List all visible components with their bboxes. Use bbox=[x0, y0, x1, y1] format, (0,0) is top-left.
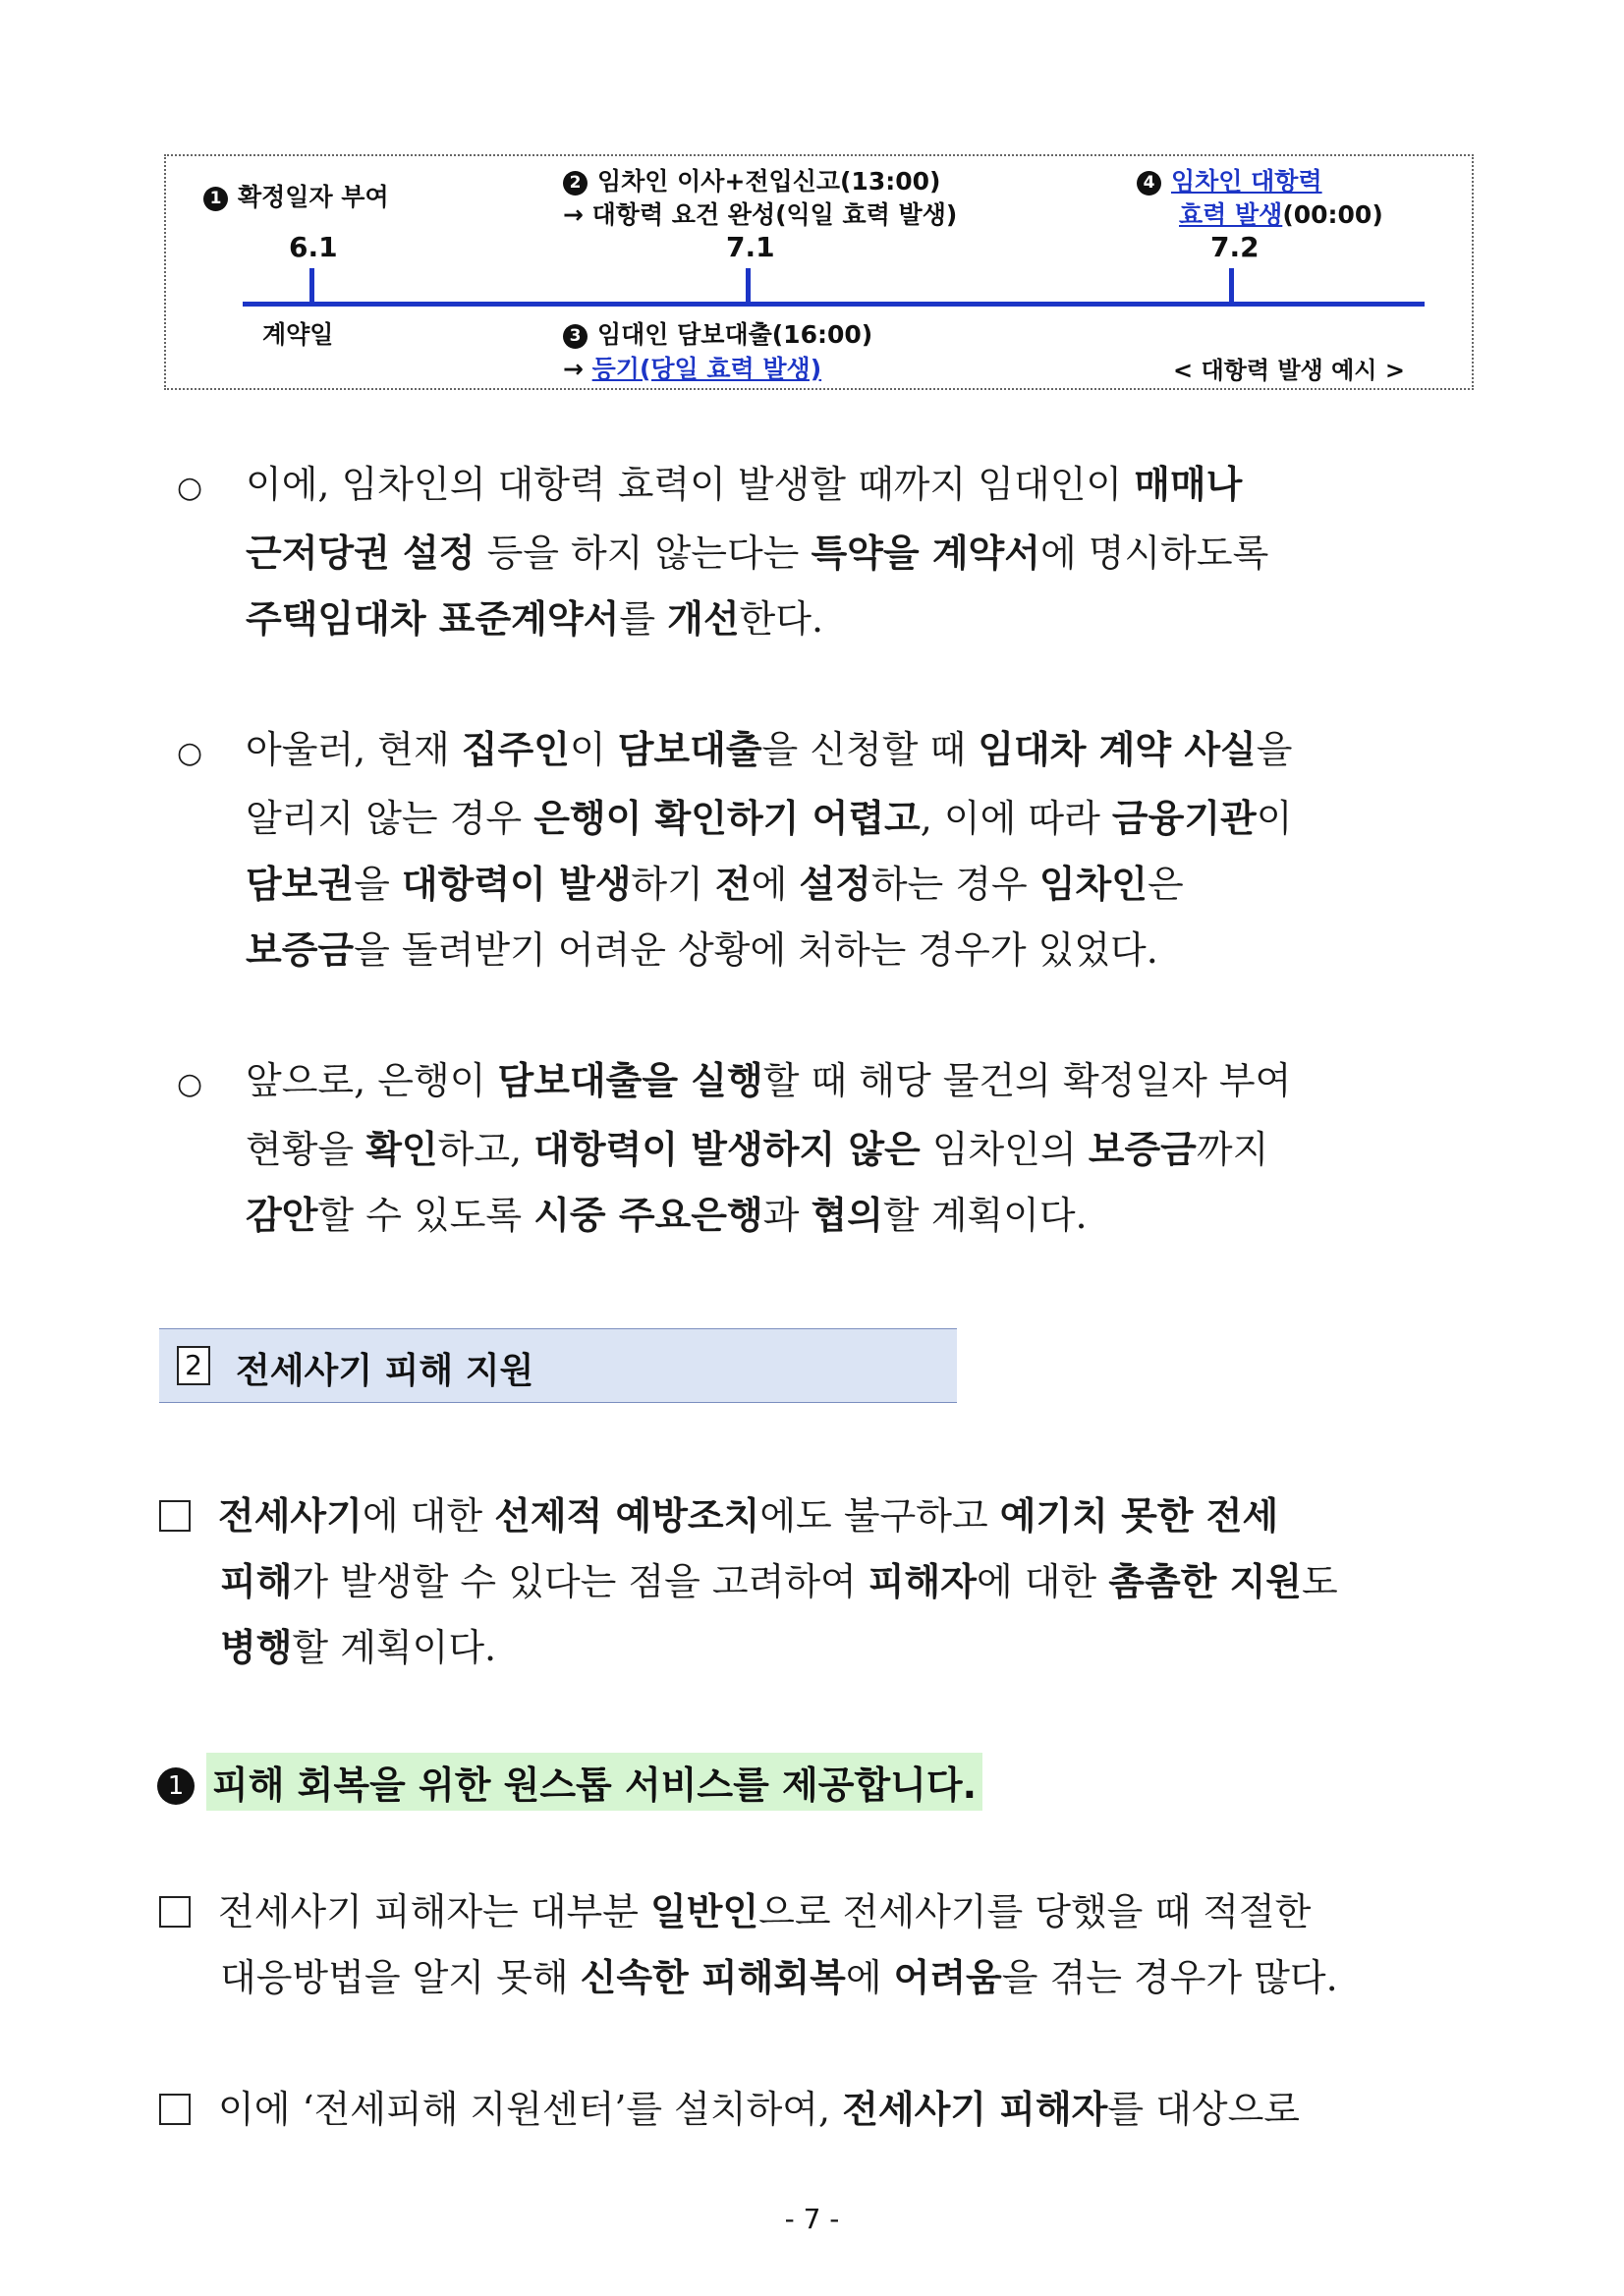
text: 할 때 해당 물건의 확정일자 부여 bbox=[762, 1059, 1292, 1102]
paragraph-1 bbox=[177, 452, 1484, 652]
text: 에 bbox=[845, 1956, 894, 1999]
bold-text: 매매나 bbox=[1134, 463, 1243, 506]
text: 에도 불구하고 bbox=[759, 1494, 1000, 1538]
section-header bbox=[159, 1328, 957, 1403]
text: 과 bbox=[762, 1194, 812, 1237]
bullet-circle: ○ bbox=[177, 736, 203, 770]
text: 현황을 bbox=[246, 1128, 366, 1171]
bold-text: 전 bbox=[714, 863, 752, 906]
text: 할 계획이다. bbox=[882, 1194, 1088, 1237]
text: 등을 하지 않는다는 bbox=[475, 532, 812, 575]
checkbox-square-icon bbox=[159, 1500, 191, 1532]
text: , 이에 따라 bbox=[920, 797, 1112, 840]
bold-text: 주택임대차 표준계약서 bbox=[246, 597, 620, 641]
bold-text: 예기치 못한 전세 bbox=[999, 1494, 1279, 1538]
paragraph-2 bbox=[177, 717, 1484, 983]
step-2-label: 임차인 이사+전입신고(13:00) bbox=[597, 167, 941, 196]
checkbox-square-icon bbox=[159, 2094, 191, 2125]
step-3-label: 임대인 담보대출(16:00) bbox=[597, 320, 873, 349]
text: 을 bbox=[354, 863, 402, 906]
text: 을 겪는 경우가 많다. bbox=[1001, 1956, 1338, 1999]
text: 를 bbox=[619, 597, 668, 641]
text: 대응방법을 알지 못해 bbox=[220, 1956, 581, 1999]
bold-text: 대항력이 발생하지 않은 bbox=[533, 1128, 921, 1171]
text: 이 bbox=[1256, 797, 1293, 840]
timeline-line bbox=[243, 302, 1425, 307]
timeline-step-2-result: → 대항력 요건 완성(익일 효력 발생) bbox=[563, 200, 958, 229]
step-4-effect-time: (00:00) bbox=[1282, 200, 1383, 229]
bold-text: 보증금 bbox=[246, 928, 355, 972]
step-3-arrow: → bbox=[563, 355, 592, 383]
timeline-step-1 bbox=[203, 178, 389, 213]
text: 에 대한 bbox=[362, 1494, 495, 1538]
bold-text: 피해 bbox=[220, 1560, 293, 1603]
text: 알리지 않는 경우 bbox=[246, 797, 534, 840]
text: 을 신청할 때 bbox=[761, 728, 979, 771]
timeline-caption: < 대항력 발생 예시 > bbox=[1173, 357, 1405, 384]
timeline-date-3: 7.2 bbox=[1210, 231, 1260, 263]
bold-text: 개선 bbox=[667, 597, 740, 641]
bold-text: 집주인 bbox=[461, 728, 570, 771]
bold-text: 은행이 확인하기 어렵고 bbox=[533, 797, 921, 840]
step-number-4: 4 bbox=[1137, 171, 1161, 196]
bold-text: 금융기관 bbox=[1111, 797, 1257, 840]
step-4-label: 임차인 대항력 bbox=[1171, 167, 1322, 196]
bold-text: 대항력이 발생 bbox=[401, 863, 632, 906]
timeline-step-4 bbox=[1137, 162, 1322, 197]
text: 할 수 있도록 bbox=[317, 1194, 534, 1237]
text: 가 발생할 수 있다는 점을 고려하여 bbox=[292, 1560, 868, 1603]
text: 하고, bbox=[437, 1128, 534, 1171]
timeline-date-2: 7.1 bbox=[726, 231, 775, 263]
timeline-step-4-effect bbox=[1179, 196, 1383, 231]
timeline-tick-1 bbox=[309, 268, 314, 304]
text: 이에, 임차인의 대항력 효력이 발생할 때까지 임대인이 bbox=[246, 463, 1135, 506]
timeline-tick-3 bbox=[1229, 268, 1234, 304]
bold-text: 감안 bbox=[246, 1194, 318, 1237]
bold-text: 임차인 bbox=[1038, 863, 1148, 906]
text: 까지 bbox=[1196, 1128, 1269, 1171]
step-number-1: 1 bbox=[203, 187, 228, 211]
text: 앞으로, 은행이 bbox=[246, 1059, 498, 1102]
text: 하기 bbox=[631, 863, 715, 906]
text: 하는 경우 bbox=[870, 863, 1039, 906]
paragraph-6 bbox=[159, 2077, 1485, 2143]
step-1-label: 확정일자 부여 bbox=[238, 183, 389, 211]
bold-text: 담보대출 bbox=[617, 728, 762, 771]
bold-text: 전세사기 피해자 bbox=[842, 2088, 1108, 2131]
bold-text: 병행 bbox=[220, 1626, 293, 1669]
timeline-step-3-result bbox=[563, 350, 821, 385]
timeline-box bbox=[164, 154, 1474, 390]
bold-text: 담보권 bbox=[246, 863, 355, 906]
bold-text: 시중 주요은행 bbox=[533, 1194, 763, 1237]
timeline-contract-day: 계약일 bbox=[262, 320, 334, 349]
bold-text: 신속한 피해회복 bbox=[580, 1956, 846, 1999]
bold-text: 설정 bbox=[799, 863, 871, 906]
text: 한다. bbox=[739, 597, 824, 641]
bold-text: 근저당권 설정 bbox=[246, 532, 476, 575]
bold-text: 피해자 bbox=[868, 1560, 977, 1603]
timeline-tick-2 bbox=[746, 268, 751, 304]
bold-text: 촘촘한 지원 bbox=[1108, 1560, 1303, 1603]
timeline-step-2 bbox=[563, 162, 940, 197]
text: 도 bbox=[1302, 1560, 1338, 1603]
bold-text: 확인 bbox=[365, 1128, 438, 1171]
text: 을 돌려받기 어려운 상황에 처하는 경우가 있었다. bbox=[354, 928, 1158, 972]
step-number-3: 3 bbox=[563, 324, 588, 349]
text: 아울러, 현재 bbox=[246, 728, 462, 771]
step-number-2: 2 bbox=[563, 171, 588, 196]
bullet-circle: ○ bbox=[177, 1067, 203, 1101]
text: 을 bbox=[1256, 728, 1293, 771]
text: 할 계획이다. bbox=[292, 1626, 497, 1669]
bold-text: 협의 bbox=[811, 1194, 883, 1237]
subheading bbox=[157, 1753, 982, 1811]
text: 에 bbox=[751, 863, 800, 906]
bold-text: 특약을 계약서 bbox=[811, 532, 1040, 575]
bullet-circle: ○ bbox=[177, 471, 203, 505]
subheading-number: 1 bbox=[157, 1767, 195, 1805]
bold-text: 전세사기 bbox=[218, 1494, 363, 1538]
text: 은 bbox=[1147, 863, 1184, 906]
text: 임차인의 bbox=[920, 1128, 1089, 1171]
text: 에 명시하도록 bbox=[1039, 532, 1269, 575]
step-4-effect-label: 효력 발생 bbox=[1179, 200, 1283, 229]
subheading-text: 피해 회복을 위한 원스톱 서비스를 제공합니다. bbox=[206, 1753, 982, 1811]
text: 이에 ‘전세피해 지원센터’를 설치하여, bbox=[218, 2088, 843, 2131]
paragraph-5 bbox=[159, 1879, 1485, 2011]
text: 전세사기 피해자는 대부분 bbox=[218, 1890, 651, 1933]
section-title: 전세사기 피해 지원 bbox=[236, 1351, 534, 1391]
timeline-step-3 bbox=[563, 315, 872, 351]
bold-text: 선제적 예방조치 bbox=[494, 1494, 760, 1538]
bold-text: 임대차 계약 사실 bbox=[978, 728, 1257, 771]
bold-text: 어려움 bbox=[893, 1956, 1002, 1999]
text: 에 대한 bbox=[976, 1560, 1109, 1603]
checkbox-square-icon bbox=[159, 1896, 191, 1928]
bold-text: 보증금 bbox=[1088, 1128, 1197, 1171]
paragraph-3 bbox=[177, 1048, 1484, 1249]
text: 으로 전세사기를 당했을 때 적절한 bbox=[758, 1890, 1312, 1933]
text: 를 대상으로 bbox=[1107, 2088, 1300, 2131]
page-number: - 7 - bbox=[784, 2203, 840, 2235]
paragraph-4 bbox=[159, 1484, 1485, 1681]
bold-text: 담보대출을 실행 bbox=[497, 1059, 763, 1102]
bold-text: 일반인 bbox=[650, 1890, 759, 1933]
section-number: 2 bbox=[177, 1346, 210, 1385]
step-3-result-label: 등기(당일 효력 발생) bbox=[591, 355, 822, 383]
timeline-date-1: 6.1 bbox=[289, 231, 338, 263]
text: 이 bbox=[569, 728, 618, 771]
